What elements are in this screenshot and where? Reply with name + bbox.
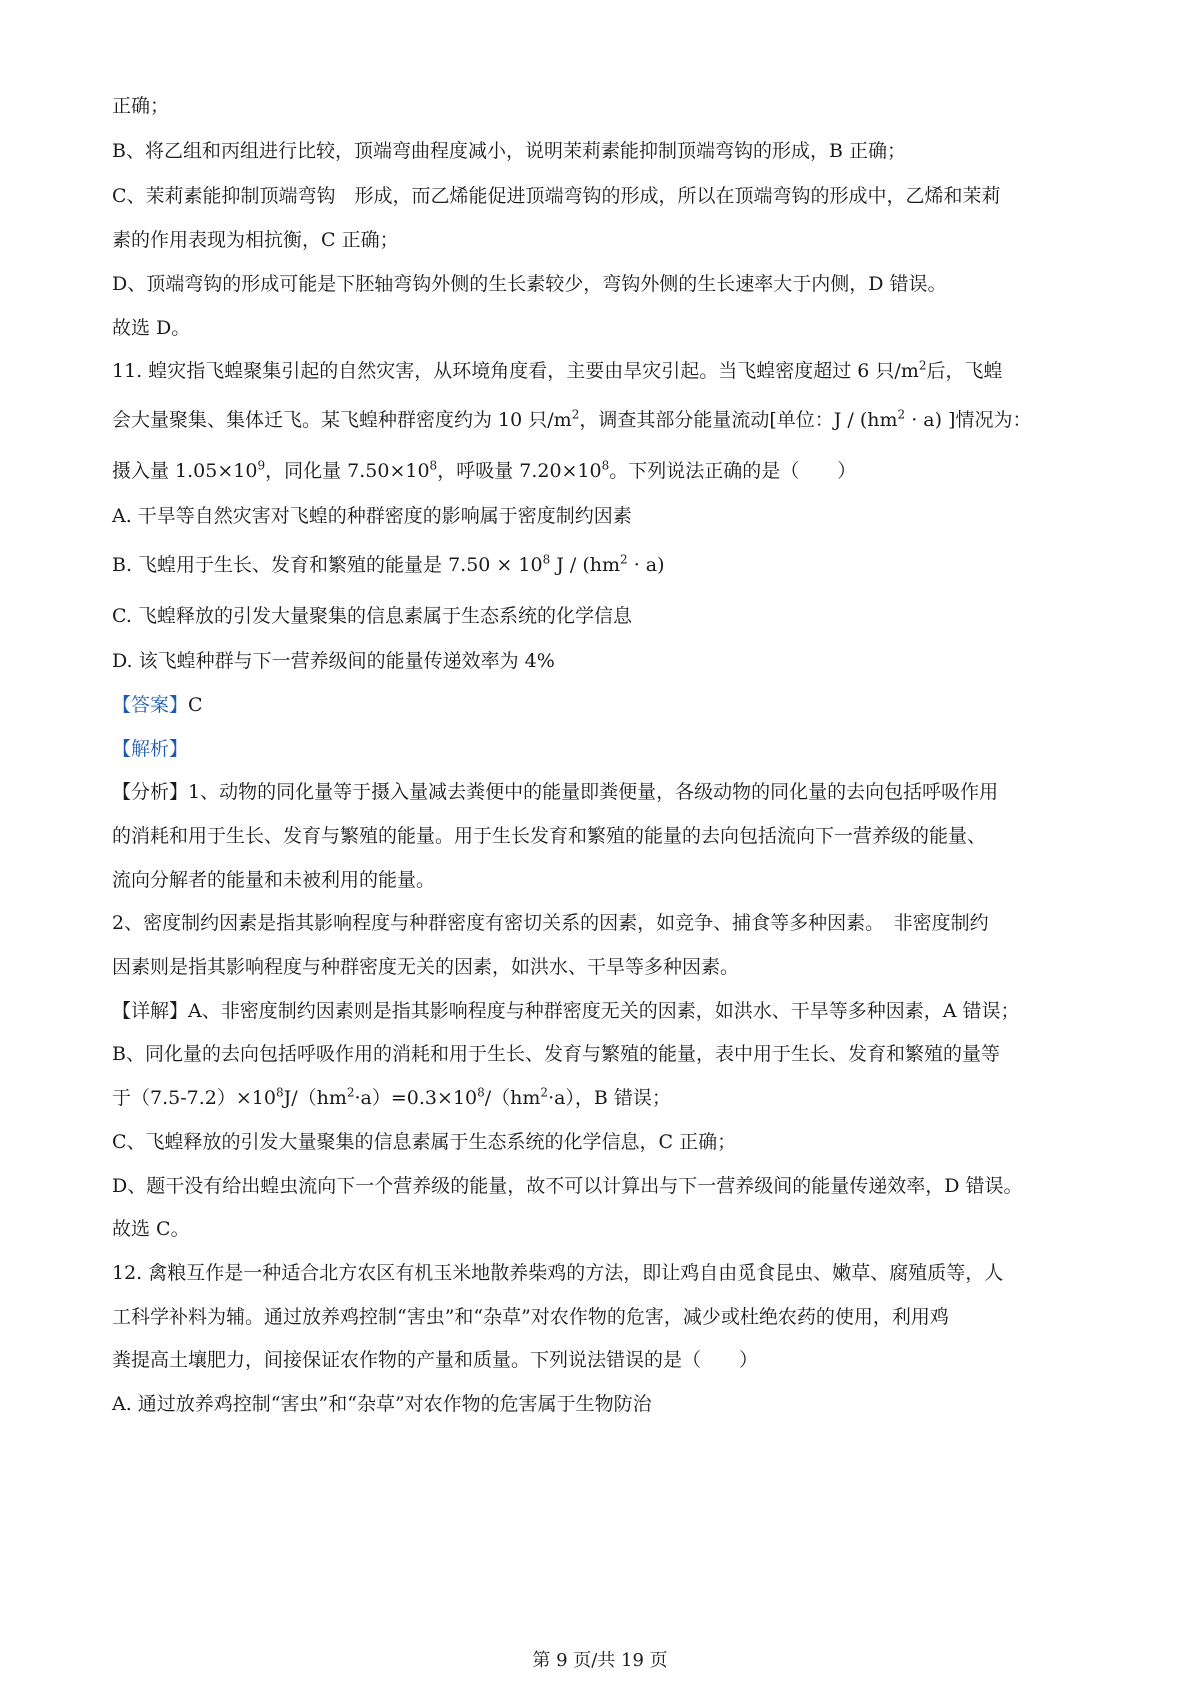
q10-option-b-analysis: B、将乙组和丙组进行比较，顶端弯曲程度减小，说明茉莉素能抑制顶端弯钩的形成，B 正确；	[112, 140, 906, 162]
q10-option-d-analysis: D、顶端弯钩的形成可能是下胚轴弯钩外侧的生长素较少，弯钩外侧的生长速率大于内侧，D 错误。	[112, 273, 947, 295]
q10-text-line: 正确；	[112, 95, 170, 117]
q11-conclusion: 故选 C。	[112, 1218, 190, 1240]
fenxi-line5: 因素则是指其影响程度与种群密度无关的因素，如洪水、干旱等多种因素。	[112, 956, 740, 978]
q11-option-b: B. 飞蝗用于生长、发育和繁殖的能量是 $7.50 \times 10^8$ $J / (hm^2 \cdot a)$	[112, 552, 665, 576]
q12-stem-line3: 粪提高土壤肥力，间接保证农作物的产量和质量。下列说法错误的是（ ）	[112, 1349, 759, 1371]
q11-stem-line1: 11. 蝗灾指飞蝗聚集引起的自然灾害，从环境角度看，主要由旱灾引起。当飞蝗密度超过 6 只$/m^2$后，飞蝗	[112, 358, 1003, 382]
fenxi-line4: 2、密度制约因素是指其影响程度与种群密度有密切关系的因素，如竞争、捕食等多种因素。 非密度制约	[112, 912, 989, 934]
q10-conclusion: 故选 D。	[112, 317, 191, 339]
q11-option-c: C. 飞蝗释放的引发大量聚集的信息素属于生态系统的化学信息	[112, 605, 632, 627]
xiangjie-line2: B、同化量的去向包括呼吸作用的消耗和用于生长、发育与繁殖的能量，表中用于生长、发育和繁殖的量等	[112, 1043, 1000, 1065]
q12-stem-line2: 工科学补料为辅。通过放养鸡控制“害虫”和“杂草”对农作物的危害，减少或杜绝农药的使用，利用鸡	[112, 1306, 949, 1328]
q10-option-c-analysis-line1: C、茉莉素能抑制顶端弯钩 形成，而乙烯能促进顶端弯钩的形成，所以在顶端弯钩的形成中，乙烯和茉莉	[112, 185, 1001, 207]
fenxi-tag: 【分析】	[112, 781, 189, 803]
fenxi-line2: 的消耗和用于生长、发育与繁殖的能量。用于生长发育和繁殖的能量的去向包括流向下一营养级的能量、	[112, 825, 987, 847]
answer-value: C	[188, 694, 203, 716]
q11-option-a: A. 干旱等自然灾害对飞蝗的种群密度的影响属于密度制约因素	[112, 505, 632, 527]
q12-stem-line1: 12. 禽粮互作是一种适合北方农区有机玉米地散养柴鸡的方法，即让鸡自由觅食昆虫、嫩草、腐殖质等，人	[112, 1262, 1004, 1284]
fenxi-line1: 【分析】1、动物的同化量等于摄入量减去粪便中的能量即粪便量，各级动物的同化量的去向包括呼吸作用	[112, 781, 999, 803]
answer-tag: 【答案】	[112, 694, 189, 716]
xiangjie-line5: D、题干没有给出蝗虫流向下一个营养级的能量，故不可以计算出与下一营养级间的能量传递效率，D 错误。	[112, 1175, 1023, 1197]
q11-answer	[112, 691, 1102, 719]
page-number: 第 9 页/共 19 页	[532, 1650, 668, 1671]
q12-option-a: A. 通过放养鸡控制“害虫”和“杂草”对农作物的危害属于生物防治	[112, 1393, 652, 1415]
xiangjie-line3: 于$(7.5-7.2)\times 10^8J/(hm^2\cdot a)=0.3\times 10^8/(hm^2\cdot a)$，B 错误；	[112, 1085, 671, 1109]
q11-stem-line2: 会大量聚集、集体迁飞。某飞蝗种群密度约为 10 只$/m^2$，调查其部分能量流动[单位：$J / (hm^2 \cdot a)$ ]情况为：	[112, 407, 1032, 431]
q11-stem-line3: 摄入量 $1.05\times 10^9$，同化量 $7.50\times 10^8$，呼吸量 $7.20\times 10^8$。下列说法正确的是（ ）	[112, 458, 857, 482]
analysis-tag: 【解析】	[112, 738, 189, 760]
xiangjie-line1: 【详解】A、非密度制约因素则是指其影响程度与种群密度无关的因素，如洪水、干旱等多种因素，A 错误；	[112, 1000, 1020, 1022]
fenxi-line3: 流向分解者的能量和未被利用的能量。	[112, 869, 436, 891]
q10-option-c-analysis-line2: 素的作用表现为相抗衡，C 正确；	[112, 229, 399, 251]
xiangjie-tag: 【详解】	[112, 1000, 189, 1022]
q11-option-d: D. 该飞蝗种群与下一营养级间的能量传递效率为 4%	[112, 650, 555, 672]
xiangjie-line4: C、飞蝗释放的引发大量聚集的信息素属于生态系统的化学信息，C 正确；	[112, 1131, 737, 1153]
